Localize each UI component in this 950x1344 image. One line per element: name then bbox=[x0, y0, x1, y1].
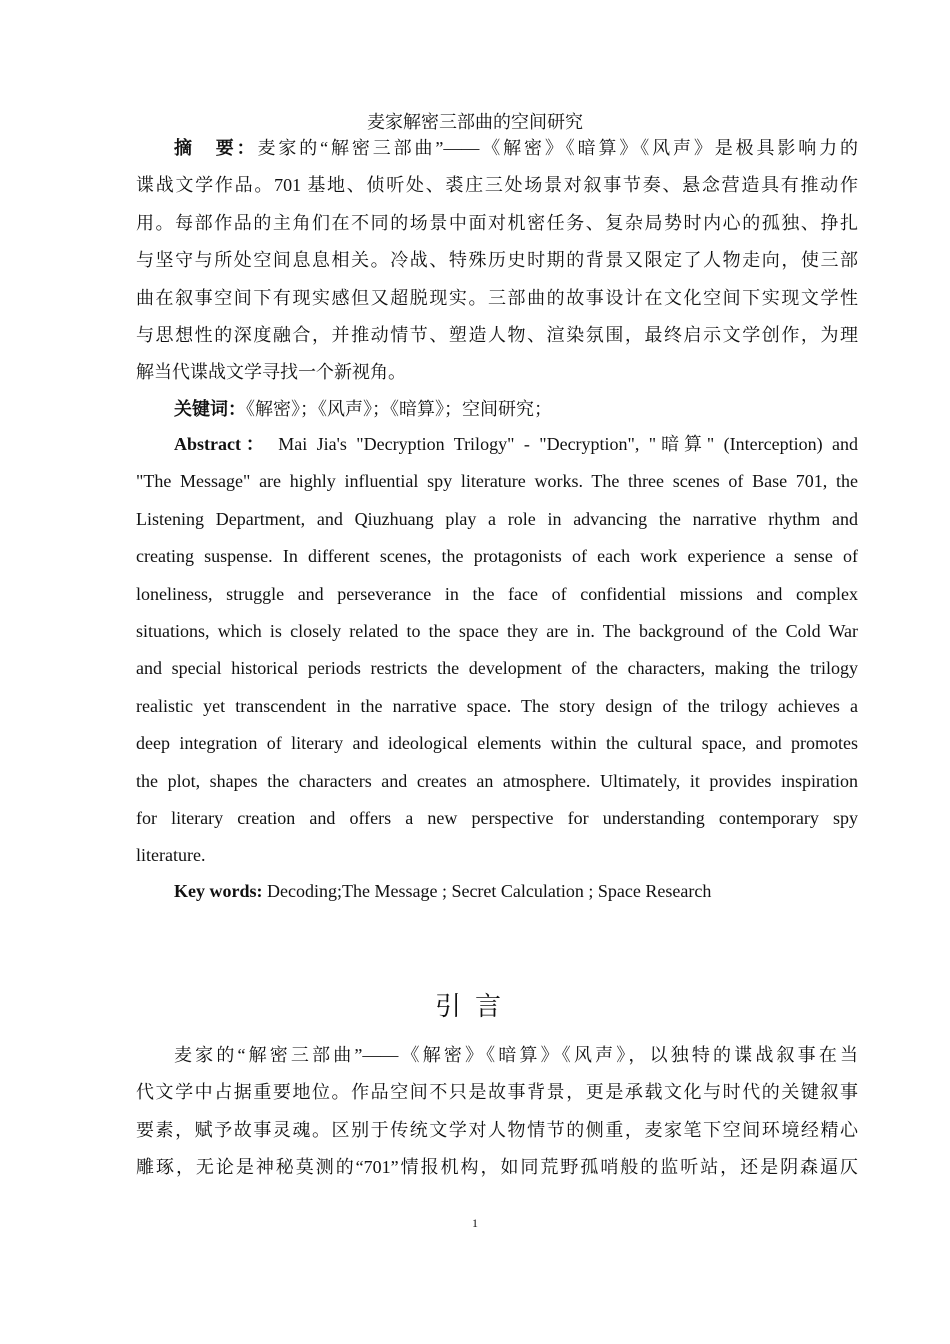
keywords-en: Key words: Decoding;The Message ; Secret Calculation ; Space Research bbox=[174, 880, 712, 901]
keywords-cn: 关键词：《解密》；《风声》；《暗算》；空间研究； bbox=[174, 398, 552, 419]
intro-line: 麦家的“解密三部曲”——《解密》《暗算》《风声》，以独特的谍战叙事在当 bbox=[174, 1045, 858, 1065]
intro-line: 代文学中占据重要地位。作品空间不只是故事背景，更是承载文化与时代的关键叙事 bbox=[136, 1082, 858, 1103]
abstract-en-label: Abstract： bbox=[174, 434, 269, 454]
abstract-line: 谍战文学作品。701 基地、侦听处、裘庄三处场景对叙事节奏、悬念营造具有推动作 bbox=[136, 175, 858, 196]
abstract-line: 与坚守与所处空间息息相关。冷战、特殊历史时期的背景又限定了人物走向，使三部 bbox=[136, 250, 858, 271]
abstract-line: Abstract： Mai Jia's "Decryption Trilogy" - "Decryption", "暗算" (Interception) and bbox=[174, 434, 858, 454]
intro-line: 要素，赋予故事灵魂。区别于传统文学对人物情节的侧重，麦家笔下空间环境经精心 bbox=[136, 1119, 858, 1140]
abstract-label: 摘 要： bbox=[174, 138, 258, 158]
abstract-line: for literary creation and offers a new perspective for understanding contemporary spy bbox=[136, 807, 858, 828]
section-heading: 引言 bbox=[434, 992, 515, 1021]
abstract-line: situations, which is closely related to the space they are in. The background of the Cold War bbox=[136, 620, 858, 641]
abstract-line: the plot, shapes the characters and creates an atmosphere. Ultimately, it provides inspiration bbox=[136, 770, 858, 791]
abstract-line: 曲在叙事空间下有现实感但又超脱现实。三部曲的故事设计在文化空间下实现文学性 bbox=[136, 287, 858, 308]
abstract-en bbox=[136, 426, 858, 910]
abstract-line: creating suspense. In different scenes, the protagonists of each work experience a sense of bbox=[136, 546, 858, 567]
keywords-label: 关键词： bbox=[174, 398, 246, 419]
paper-title: 麦家解密三部曲的空间研究 bbox=[367, 112, 583, 132]
abstract-line: 与思想性的深度融合，并推动情节、塑造人物、渲染氛围，最终启示文学创作，为理 bbox=[136, 324, 858, 345]
abstract-line: Listening Department, and Qiuzhuang play a role in advancing the narrative rhythm and bbox=[136, 508, 858, 529]
abstract-line: realistic yet transcendent in the narrative space. The story design of the trilogy achieves a bbox=[136, 695, 858, 716]
abstract-line: "The Message" are highly influential spy literature works. The three scenes of Base 701, the bbox=[136, 471, 858, 492]
keywords-en-label: Key words: bbox=[174, 880, 263, 901]
intro-paragraph bbox=[136, 1037, 858, 1187]
abstract-line: deep integration of literary and ideological elements within the cultural space, and promotes bbox=[136, 733, 858, 754]
abstract-line: loneliness, struggle and perseverance in the face of confidential missions and complex bbox=[136, 583, 858, 604]
abstract-line: 用。每部作品的主角们在不同的场景中面对机密任务、复杂局势时内心的孤独、挣扎 bbox=[136, 212, 858, 233]
abstract-line: and special historical periods restricts the development of the characters, making the trilogy bbox=[136, 658, 858, 679]
abstract-line: literature. bbox=[136, 845, 206, 866]
abstract-cn bbox=[136, 130, 858, 428]
page-number: 1 bbox=[472, 1216, 478, 1230]
abstract-line: 解当代谍战文学寻找一个新视角。 bbox=[136, 362, 406, 383]
intro-line: 雕琢，无论是神秘莫测的“701”情报机构，如同荒野孤哨般的监听站，还是阴森逼仄 bbox=[136, 1157, 858, 1178]
abstract-line: 摘 要：麦家的“解密三部曲”——《解密》《暗算》《风声》是极具影响力的 bbox=[174, 138, 859, 158]
